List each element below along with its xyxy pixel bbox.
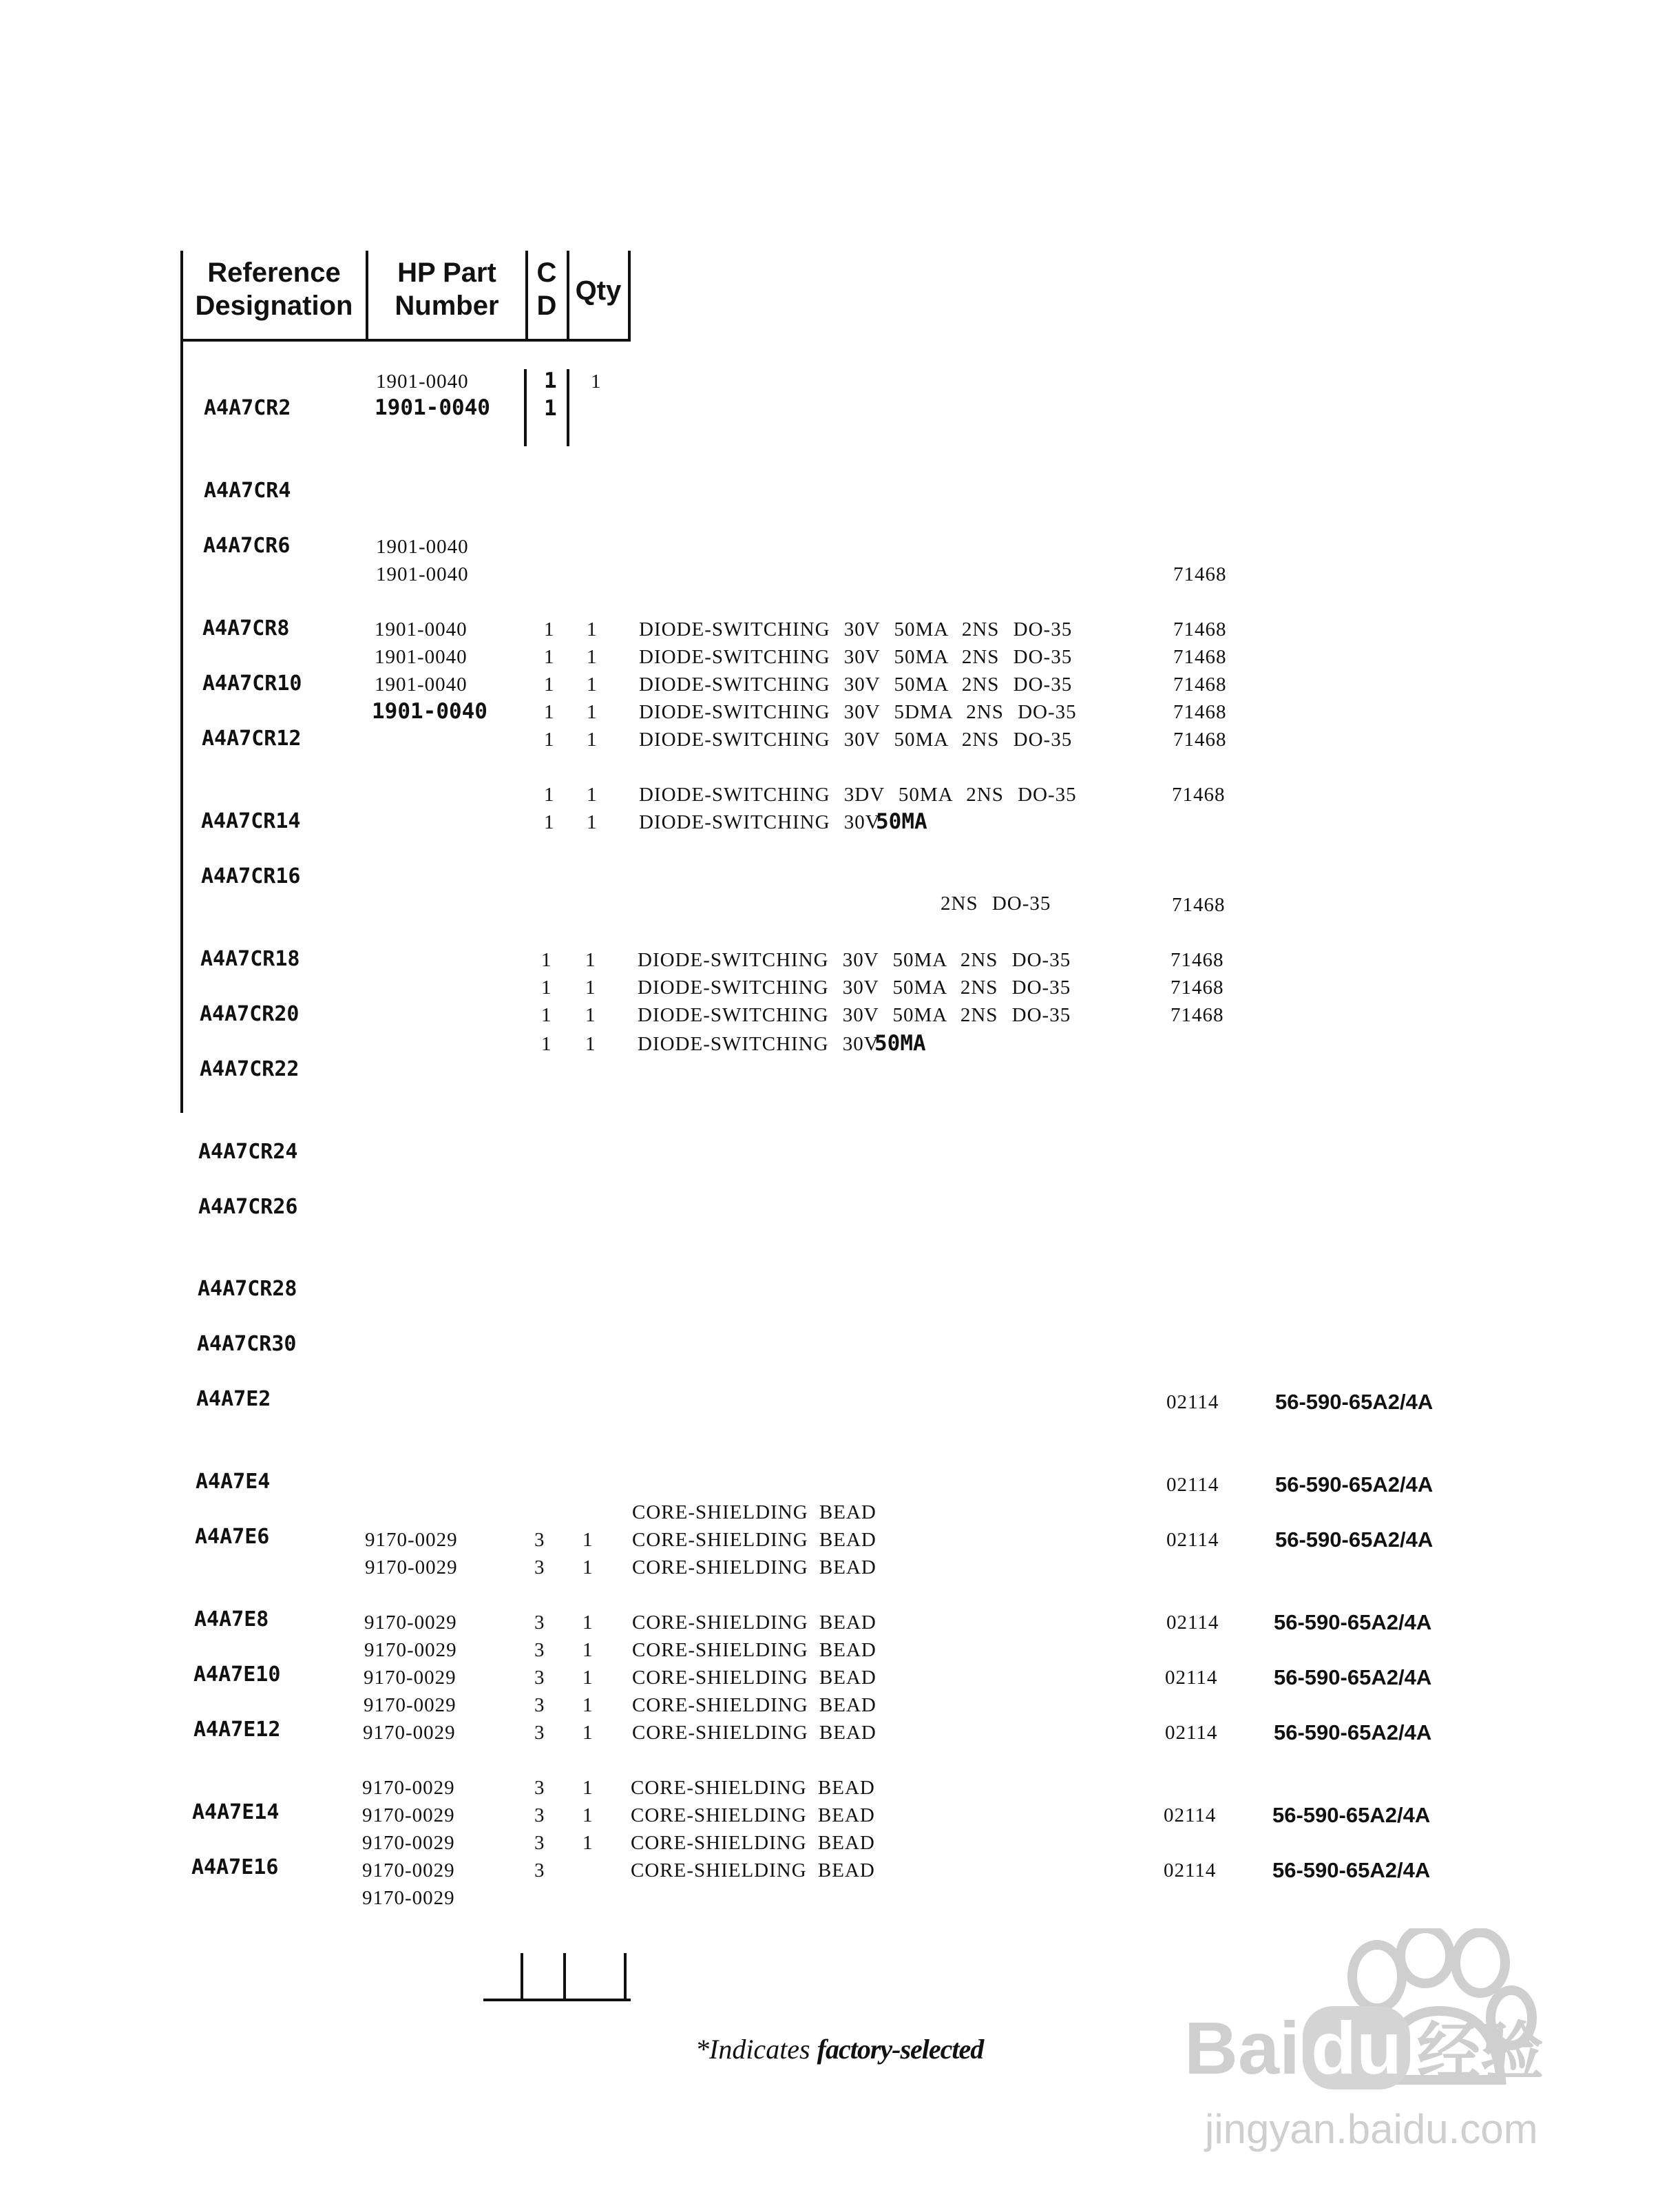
description: DIODE-SWITCHING 30V <box>638 1033 879 1055</box>
cd-header: C D <box>536 258 557 321</box>
cd-value: 1 <box>544 396 557 421</box>
ref-designation: A4A7CR26 <box>198 1195 298 1219</box>
qty-value: 1 <box>582 1667 594 1689</box>
qty-value: 1 <box>587 701 598 723</box>
hp-part-number: 1901-0040 <box>376 371 469 393</box>
hp-part-number: 9170-0029 <box>363 1722 456 1744</box>
mfr-part-number: 56-590-65A2/4A <box>1274 1665 1432 1689</box>
description: DIODE-SWITCHING 30V 50MA 2NS DO-35 <box>639 646 1073 668</box>
qty-value: 1 <box>591 371 602 393</box>
mfr-code: 02114 <box>1166 1474 1219 1496</box>
qty-value: 1 <box>582 1777 594 1799</box>
description: DIODE-SWITCHING 30V 50MA 2NS DO-35 <box>638 977 1071 999</box>
baidu-brand <box>1184 2006 1544 2089</box>
hp-part-number: 1901-0040 <box>372 699 487 724</box>
qty-header: Qty <box>575 275 622 306</box>
description-bold: 50MA <box>874 1031 926 1056</box>
cd-value: 1 <box>541 977 552 999</box>
qty-value: 1 <box>582 1556 594 1578</box>
description: CORE-SHIELDING BEAD <box>632 1694 876 1716</box>
ref-designation: A4A7CR16 <box>201 864 301 888</box>
hp-part-number: 1901-0040 <box>376 536 469 558</box>
description: CORE-SHIELDING BEAD <box>631 1777 875 1799</box>
ref-designation: A4A7CR2 <box>204 396 291 420</box>
ref-designation-header: Reference Designation <box>195 258 353 321</box>
mfr-part-number: 56-590-65A2/4A <box>1274 1720 1432 1744</box>
cd-value: 1 <box>544 646 555 668</box>
ref-designation: A4A7E8 <box>194 1607 269 1631</box>
qty-value: 1 <box>585 949 596 971</box>
cd-value: 3 <box>534 1804 545 1826</box>
cd-column-rule-right <box>567 369 569 446</box>
qty-value: 1 <box>582 1639 594 1661</box>
mfr-code: 71468 <box>1172 894 1226 916</box>
bottom-bracket-rule <box>483 1999 631 2001</box>
description: CORE-SHIELDING BEAD <box>632 1529 876 1551</box>
description: CORE-SHIELDING BEAD <box>632 1556 876 1578</box>
qty-value: 1 <box>582 1694 594 1716</box>
bottom-bracket-tick-1 <box>521 1953 523 2001</box>
mfr-code: 71468 <box>1170 949 1224 971</box>
mfr-part-number: 56-590-65A2/4A <box>1272 1803 1431 1827</box>
mfr-code: 02114 <box>1166 1612 1219 1634</box>
cd-value: 1 <box>544 784 555 806</box>
cd-value: 1 <box>544 701 555 723</box>
cd-value: 3 <box>534 1832 545 1854</box>
description: DIODE-SWITCHING 30V 50MA 2NS DO-35 <box>639 674 1073 696</box>
ref-designation: A4A7CR10 <box>202 671 302 696</box>
left-table-rule <box>180 251 183 1113</box>
description: CORE-SHIELDING BEAD <box>632 1639 876 1661</box>
header-divider-4 <box>628 251 631 342</box>
mfr-code: 71468 <box>1170 977 1224 999</box>
mfr-part-number: 56-590-65A2/4A <box>1275 1472 1434 1496</box>
mfr-code: 02114 <box>1164 1804 1217 1826</box>
mfr-code: 02114 <box>1165 1667 1218 1689</box>
mfr-code: 02114 <box>1164 1859 1217 1881</box>
ref-designation: A4A7E16 <box>191 1855 279 1879</box>
cd-value: 3 <box>534 1529 545 1551</box>
ref-designation: A4A7E4 <box>196 1470 271 1494</box>
cd-value: 1 <box>544 674 555 696</box>
cd-value: 1 <box>541 1004 552 1026</box>
hp-part-number: 9170-0029 <box>364 1639 457 1661</box>
mfr-part-number: 56-590-65A2/4A <box>1275 1390 1434 1414</box>
description: CORE-SHIELDING BEAD <box>631 1804 875 1826</box>
cd-value: 3 <box>534 1777 545 1799</box>
brand-cn: 经验 <box>1417 2017 1544 2087</box>
qty-value: 1 <box>582 1529 594 1551</box>
mfr-part-number: 56-590-65A2/4A <box>1275 1527 1434 1552</box>
qty-value: 1 <box>587 784 598 806</box>
ref-designation: A4A7E2 <box>196 1387 271 1411</box>
mfr-code: 71468 <box>1173 729 1227 751</box>
description: DIODE-SWITCHING 30V 50MA 2NS DO-35 <box>638 1004 1071 1026</box>
mfr-part-number: 56-590-65A2/4A <box>1272 1858 1431 1882</box>
header-bottom-rule <box>180 339 631 342</box>
ref-designation: A4A7CR28 <box>198 1277 297 1301</box>
cd-column-rule-left <box>524 369 527 446</box>
hp-part-number: 1901-0040 <box>375 395 490 420</box>
cd-value: 3 <box>534 1639 545 1661</box>
ref-designation: A4A7CR8 <box>202 616 290 640</box>
cd-value: 1 <box>541 1033 552 1055</box>
bottom-bracket-tick-2 <box>563 1953 566 2001</box>
cd-value: 1 <box>544 368 557 393</box>
header-divider-1 <box>366 251 368 342</box>
header-divider-2 <box>525 251 528 342</box>
hp-part-number: 1901-0040 <box>376 563 469 585</box>
description-bold: 50MA <box>876 809 927 834</box>
header-divider-3 <box>567 251 569 342</box>
qty-value: 1 <box>587 618 598 640</box>
hp-part-number: 9170-0029 <box>365 1556 458 1578</box>
qty-value: 1 <box>582 1804 594 1826</box>
description: CORE-SHIELDING BEAD <box>631 1859 875 1881</box>
ref-designation: A4A7CR6 <box>203 534 291 558</box>
hp-part-number: 1901-0040 <box>375 646 468 668</box>
hp-part-number: 9170-0029 <box>364 1667 456 1689</box>
cd-value: 3 <box>534 1556 545 1578</box>
ref-designation: A4A7CR30 <box>197 1332 297 1356</box>
ref-designation: A4A7CR24 <box>198 1140 298 1164</box>
cd-value: 1 <box>541 949 552 971</box>
mfr-part-number: 56-590-65A2/4A <box>1274 1610 1432 1634</box>
mfr-code: 71468 <box>1170 1004 1224 1026</box>
hp-part-number: 9170-0029 <box>362 1777 455 1799</box>
qty-value: 1 <box>587 674 598 696</box>
ref-designation: A4A7E12 <box>193 1718 281 1742</box>
qty-value: 1 <box>587 811 598 833</box>
description: DIODE-SWITCHING 30V 50MA 2NS DO-35 <box>638 949 1071 971</box>
description: CORE-SHIELDING BEAD <box>632 1722 876 1744</box>
mfr-code: 71468 <box>1173 618 1227 640</box>
mfr-code: 02114 <box>1166 1391 1219 1413</box>
cd-value: 3 <box>534 1667 545 1689</box>
cd-value: 3 <box>534 1612 545 1634</box>
qty-value: 1 <box>587 729 598 751</box>
qty-value: 1 <box>582 1612 594 1634</box>
mfr-code: 71468 <box>1173 646 1227 668</box>
ref-designation: A4A7CR14 <box>201 809 301 833</box>
description: DIODE-SWITCHING 30V 5DMA 2NS DO-35 <box>639 701 1077 723</box>
cd-value: 3 <box>534 1859 545 1881</box>
qty-value: 1 <box>582 1722 594 1744</box>
mfr-code: 71468 <box>1173 701 1227 723</box>
bottom-bracket-tick-3 <box>624 1953 627 2001</box>
footer-note <box>695 2036 983 2063</box>
qty-value: 1 <box>587 646 598 668</box>
ref-designation: A4A7E14 <box>192 1800 280 1824</box>
ref-designation: A4A7CR20 <box>200 1002 300 1026</box>
hp-part-number: 9170-0029 <box>364 1612 457 1634</box>
baidu-watermark <box>1184 1928 1666 2176</box>
brand-du: du <box>1303 2006 1410 2089</box>
hp-part-number: 9170-0029 <box>362 1887 455 1909</box>
mfr-code: 02114 <box>1166 1529 1219 1551</box>
qty-value: 1 <box>585 1004 596 1026</box>
description: CORE-SHIELDING BEAD <box>632 1612 876 1634</box>
hp-part-number: 9170-0029 <box>362 1859 455 1881</box>
ref-designation: A4A7E10 <box>193 1662 281 1687</box>
mfr-code: 71468 <box>1173 674 1227 696</box>
hp-part-number: 9170-0029 <box>364 1694 456 1716</box>
description: DIODE-SWITCHING 30V 50MA 2NS DO-35 <box>639 729 1073 751</box>
brand-prefix: Bai <box>1184 2006 1301 2089</box>
cd-value: 3 <box>534 1722 545 1744</box>
ref-designation: A4A7CR18 <box>200 947 300 971</box>
hp-part-number-header: HP Part Number <box>395 258 499 321</box>
qty-value: 1 <box>585 977 596 999</box>
mfr-code: 71468 <box>1173 563 1227 585</box>
footer-prefix: *Indicates <box>695 2034 810 2065</box>
hp-part-number: 9170-0029 <box>362 1804 455 1826</box>
ref-designation: A4A7CR4 <box>204 479 291 503</box>
footer-emphasis: factory-selected <box>817 2034 984 2065</box>
description: DIODE-SWITCHING 3DV 50MA 2NS DO-35 <box>639 784 1077 806</box>
description: DIODE-SWITCHING 30V <box>639 811 881 833</box>
hp-part-number: 9170-0029 <box>365 1529 458 1551</box>
description: CORE-SHIELDING BEAD <box>632 1501 876 1523</box>
ref-designation: A4A7E6 <box>195 1525 270 1549</box>
cd-value: 3 <box>534 1694 545 1716</box>
description: DIODE-SWITCHING 30V 50MA 2NS DO-35 <box>639 618 1073 640</box>
ref-designation: A4A7CR22 <box>200 1057 300 1081</box>
description: CORE-SHIELDING BEAD <box>632 1667 876 1689</box>
description: CORE-SHIELDING BEAD <box>631 1832 875 1854</box>
qty-value: 1 <box>582 1832 594 1854</box>
hp-part-number: 9170-0029 <box>362 1832 455 1854</box>
cd-value: 1 <box>544 618 555 640</box>
hp-part-number: 1901-0040 <box>375 618 468 640</box>
mfr-code: 02114 <box>1165 1722 1218 1744</box>
ref-designation: A4A7CR12 <box>202 727 302 751</box>
baidu-url: jingyan.baidu.com <box>1205 2106 1538 2152</box>
mfr-code: 71468 <box>1172 784 1226 806</box>
qty-value: 1 <box>585 1033 596 1055</box>
cd-value: 1 <box>544 811 555 833</box>
description: 2NS DO-35 <box>941 893 1051 915</box>
hp-part-number: 1901-0040 <box>375 674 468 696</box>
cd-value: 1 <box>544 729 555 751</box>
